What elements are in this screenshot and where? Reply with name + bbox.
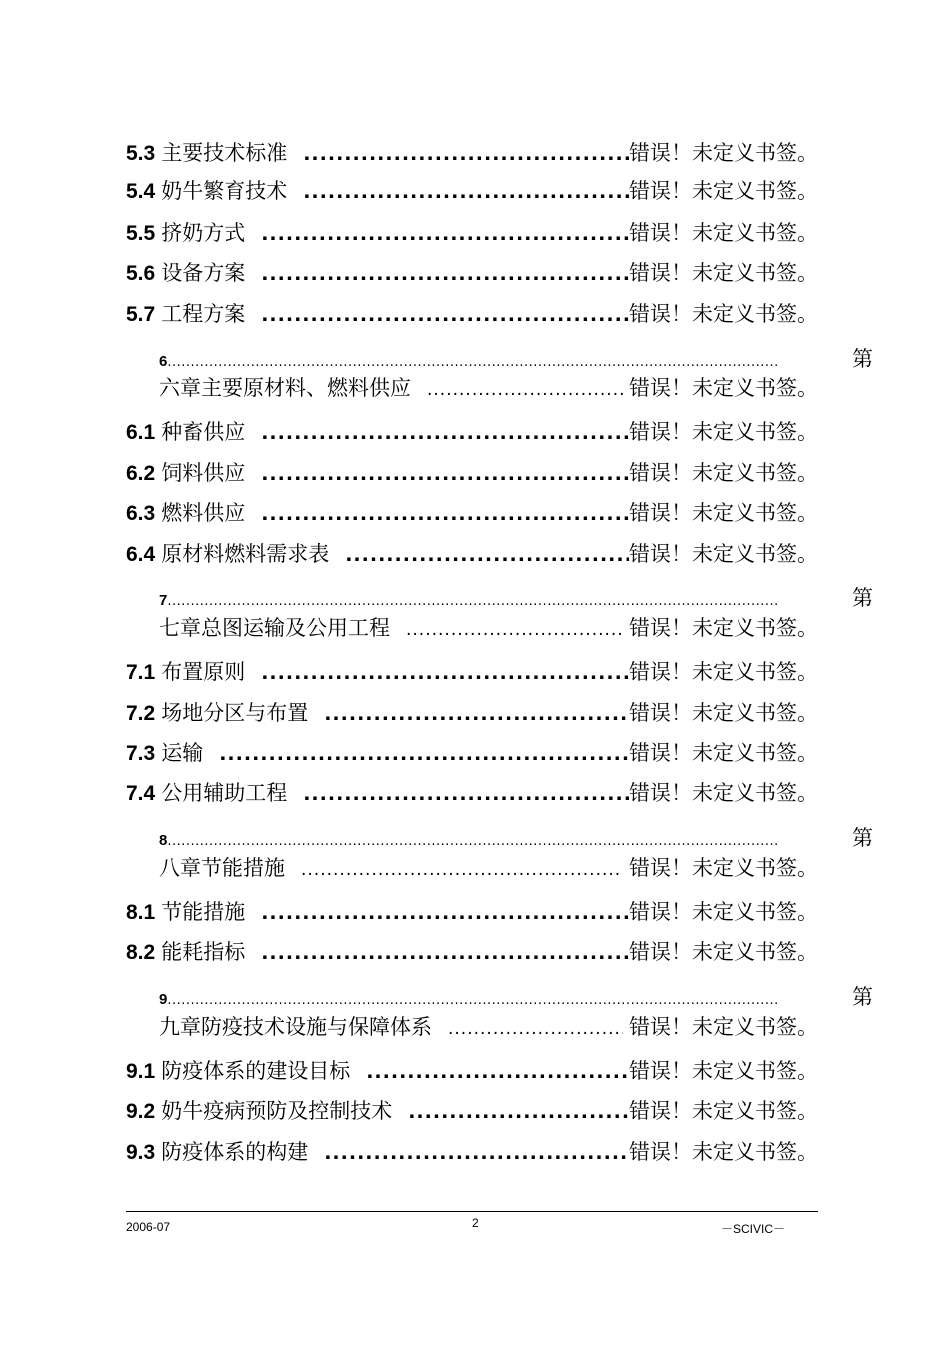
page-reference: 错误！未定义书签。	[629, 1099, 818, 1123]
dot-leader	[261, 902, 629, 924]
toc-entry-8-2[interactable]	[126, 936, 818, 966]
page-reference: 错误！未定义书签。	[629, 900, 818, 924]
section-number: 9.2	[126, 1100, 156, 1123]
page-reference: 错误！未定义书签。	[629, 376, 818, 400]
dot-leader	[366, 1061, 629, 1083]
section-title: 原材料燃料需求表	[161, 542, 330, 566]
dot-leader	[324, 1142, 629, 1164]
toc-entry-7-3[interactable]	[126, 737, 818, 767]
page-reference: 错误！未定义书签。	[629, 781, 818, 805]
section-number: 5.3	[126, 142, 156, 165]
toc-chapter-7-line2[interactable]	[159, 612, 818, 642]
chapter-prefix: 第	[852, 985, 873, 1009]
page-reference: 错误！未定义书签。	[629, 701, 818, 725]
section-number: 8.1	[126, 901, 156, 924]
chapter-number: 9	[159, 991, 168, 1008]
page-reference: 错误！未定义书签。	[629, 261, 818, 285]
section-number: 5.7	[126, 303, 156, 326]
chapter-prefix: 第	[852, 826, 873, 850]
dot-leader	[261, 422, 629, 444]
toc-entry-5-4[interactable]	[126, 175, 818, 205]
section-title: 防疫体系的构建	[161, 1140, 309, 1164]
dot-leader	[261, 304, 629, 326]
toc-chapter-6-line2[interactable]	[159, 372, 818, 402]
dot-leader	[261, 662, 629, 684]
dot-leader	[427, 380, 623, 400]
dot-leader	[261, 223, 629, 245]
chapter-prefix: 第	[852, 347, 873, 371]
page-reference: 错误！未定义书签。	[629, 302, 818, 326]
dot-leader	[408, 1101, 629, 1123]
dot-leader	[303, 181, 629, 203]
page-reference: 错误！未定义书签。	[629, 1140, 818, 1164]
toc-entry-8-1[interactable]	[126, 896, 818, 926]
page-reference: 错误！未定义书签。	[629, 1059, 818, 1083]
toc-entry-5-6[interactable]	[126, 257, 818, 287]
section-title: 公用辅助工程	[161, 781, 288, 805]
section-number: 7.3	[126, 742, 156, 765]
section-title: 布置原则	[161, 660, 246, 684]
section-number: 5.6	[126, 262, 156, 285]
section-title: 奶牛繁育技术	[161, 179, 288, 203]
section-number: 8.2	[126, 941, 156, 964]
toc-entry-9-3[interactable]	[126, 1136, 818, 1166]
toc-chapter-7-line1[interactable]	[159, 582, 873, 608]
section-number: 7.4	[126, 782, 156, 805]
page-reference: 错误！未定义书签。	[629, 501, 818, 525]
toc-entry-7-2[interactable]	[126, 697, 818, 727]
chapter-title: 八章节能措施	[159, 856, 285, 880]
dot-leader	[167, 355, 779, 370]
section-title: 能耗指标	[161, 940, 246, 964]
toc-chapter-9-line2[interactable]	[159, 1011, 818, 1041]
section-title: 场地分区与布置	[161, 701, 309, 725]
section-number: 7.2	[126, 702, 156, 725]
section-title: 防疫体系的建设目标	[161, 1059, 351, 1083]
dot-leader	[261, 942, 629, 964]
dot-leader	[345, 544, 629, 566]
toc-entry-5-3[interactable]	[126, 137, 818, 167]
section-title: 运输	[161, 741, 204, 765]
section-number: 6.4	[126, 543, 156, 566]
section-number: 9.1	[126, 1060, 156, 1083]
page-reference: 错误！未定义书签。	[629, 542, 818, 566]
chapter-number: 7	[159, 592, 168, 609]
section-number: 6.1	[126, 421, 156, 444]
section-title: 节能措施	[161, 900, 246, 924]
dot-leader	[448, 1019, 623, 1039]
toc-entry-9-2[interactable]	[126, 1095, 818, 1125]
dot-leader	[301, 860, 623, 880]
section-title: 燃料供应	[161, 501, 246, 525]
section-number: 7.1	[126, 661, 156, 684]
chapter-number: 8	[159, 832, 168, 849]
page-reference: 错误！未定义书签。	[629, 420, 818, 444]
dot-leader	[167, 834, 779, 849]
toc-entry-6-4[interactable]	[126, 538, 818, 568]
section-number: 6.3	[126, 502, 156, 525]
toc-entry-6-3[interactable]	[126, 497, 818, 527]
section-title: 设备方案	[161, 261, 246, 285]
chapter-number: 6	[159, 353, 168, 370]
section-number: 5.5	[126, 222, 156, 245]
dot-leader	[324, 703, 629, 725]
dot-leader	[303, 143, 629, 165]
dot-leader	[167, 993, 779, 1008]
dot-leader	[303, 783, 629, 805]
toc-chapter-8-line2[interactable]	[159, 852, 818, 882]
toc-entry-7-1[interactable]	[126, 656, 818, 686]
footer-date: 2006-07	[126, 1220, 171, 1234]
page-reference: 错误！未定义书签。	[629, 741, 818, 765]
section-title: 种畜供应	[161, 420, 246, 444]
page-reference: 错误！未定义书签。	[629, 461, 818, 485]
toc-entry-5-7[interactable]	[126, 298, 818, 328]
page-reference: 错误！未定义书签。	[629, 1015, 818, 1039]
section-title: 主要技术标准	[161, 141, 288, 165]
section-title: 饲料供应	[161, 461, 246, 485]
page-reference: 错误！未定义书签。	[629, 940, 818, 964]
dot-leader	[406, 620, 623, 640]
section-title: 工程方案	[161, 302, 246, 326]
section-title: 奶牛疫病预防及控制技术	[161, 1099, 393, 1123]
dot-leader	[261, 503, 629, 525]
dot-leader	[261, 463, 629, 485]
section-title: 挤奶方式	[161, 221, 246, 245]
chapter-title: 九章防疫技术设施与保障体系	[159, 1015, 432, 1039]
toc-entry-6-1[interactable]	[126, 416, 818, 446]
footer-page-number: 2	[472, 1216, 479, 1230]
section-number: 6.2	[126, 462, 156, 485]
page-reference: 错误！未定义书签。	[629, 856, 818, 880]
page-reference: 错误！未定义书签。	[629, 660, 818, 684]
dot-leader	[261, 263, 629, 285]
toc-entry-6-2[interactable]	[126, 457, 818, 487]
chapter-prefix: 第	[852, 586, 873, 610]
footer-organization: －SCIVIC－	[721, 1222, 786, 1236]
dot-leader	[219, 743, 629, 765]
page-reference: 错误！未定义书签。	[629, 221, 818, 245]
page-reference: 错误！未定义书签。	[629, 141, 818, 165]
toc-chapter-6-line1[interactable]	[159, 343, 873, 369]
section-number: 5.4	[126, 180, 156, 203]
footer-divider	[126, 1211, 818, 1212]
toc-entry-5-5[interactable]	[126, 217, 818, 247]
toc-chapter-9-line1[interactable]	[159, 981, 873, 1007]
toc-chapter-8-line1[interactable]	[159, 822, 873, 848]
section-number: 9.3	[126, 1141, 156, 1164]
chapter-title: 六章主要原材料、燃料供应	[159, 376, 411, 400]
toc-entry-7-4[interactable]	[126, 777, 818, 807]
page-reference: 错误！未定义书签。	[629, 616, 818, 640]
dot-leader	[167, 594, 779, 609]
chapter-title: 七章总图运输及公用工程	[159, 616, 390, 640]
page-reference: 错误！未定义书签。	[629, 179, 818, 203]
toc-entry-9-1[interactable]	[126, 1055, 818, 1085]
